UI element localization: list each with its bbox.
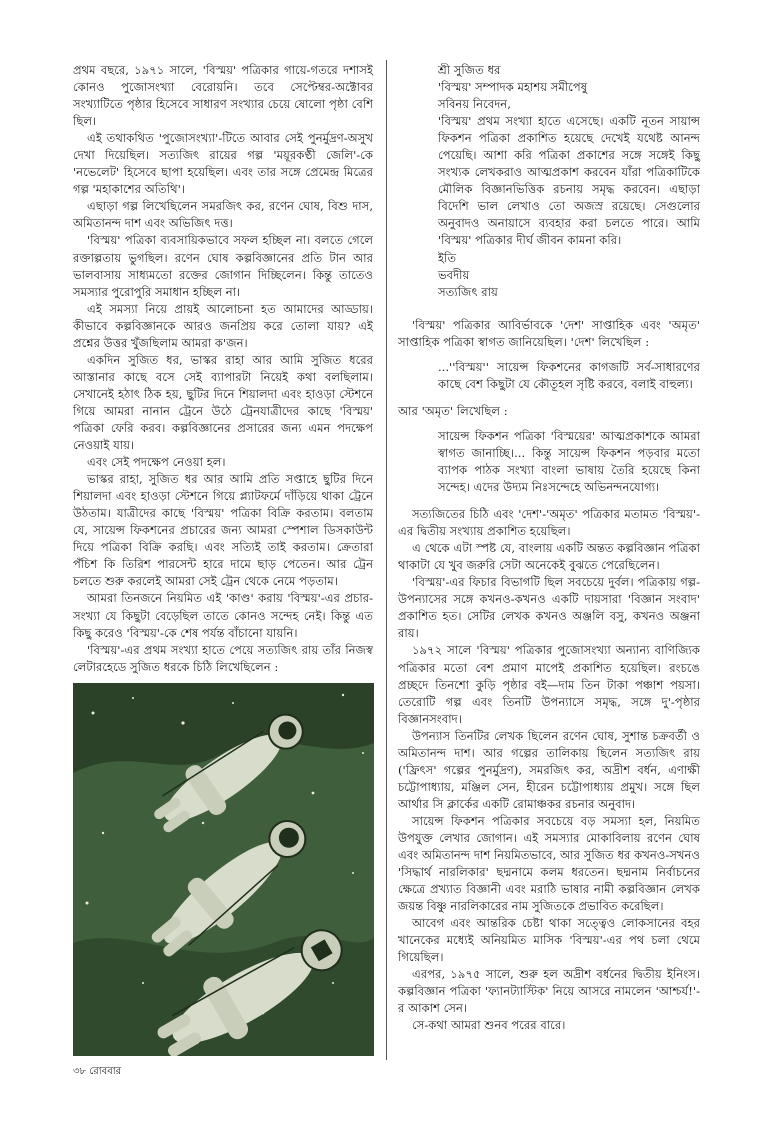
article-paragraph: উপন্যাস তিনটির লেখক ছিলেন রণেন ঘোষ, সুশান্ত চক্রবর্তী ও অমিতানন্দ দাশ। আর গল্পের তালিকায় ছিলেন সত্যজিৎ রায় ('ফ্রিৎস' গল্পের পুনর্মুদ্রণ), সমরজিৎ কর, অদ্রীশ বর্ধন, এণাক্ষী চট্টোপাধ্যায়, মঞ্জিল সেন, হীরেন চট্টোপাধ্যায় প্রমুখ। সঙ্গে ছিল আর্থার সি ক্লার্কের একটি রোমাঞ্চকর রচনার অনুবাদ। <box>398 728 700 811</box>
article-paragraph: এছাড়া গল্প লিখেছিলেন সমরজিৎ কর, রণেন ঘোষ, বিশু দাস, অমিতানন্দ দাশ এবং অভিজিৎ দত্ত। <box>73 199 373 231</box>
article-paragraph: এরপর, ১৯৭৫ সালে, শুরু হল অদ্রীশ বর্ধনের দ্বিতীয় ইনিংস। কল্পবিজ্ঞান পত্রিকা 'ফ্যানট্যাস্টিক' নিয়ে আসরে নামলেন 'আশ্চর্য!'-র আকাশ সেন। <box>398 967 700 1016</box>
letter-signoff: ইতি <box>438 250 457 265</box>
article-paragraph: আর 'অমৃত' লিখেছিল : <box>398 403 508 418</box>
letter-line: সবিনয় নিবেদন, <box>438 97 511 112</box>
article-paragraph: একদিন সুজিত ধর, ভাস্কর রাহা আর আমি সুজিত ধরের আস্তানার কাছে বসে সেই ব্যাপারটা নিয়েই কথা বলছিলাম। সেখানেই হঠাৎ ঠিক হয়, ছুটির দিনে শিয়ালদা এবং হাওড়া স্টেশনে গিয়ে আমরা নানান ট্রেনে উঠে ট্রেনযাত্রীদের কাছে 'বিস্ময়' পত্রিকা ফেরি করব। কল্পবিজ্ঞানের প্রসারের জন্য এমন পদক্ষেপ নেওয়াই যায়। <box>73 352 373 453</box>
article-paragraph: আবেগ এবং আন্তরিক চেষ্টা থাকা সত্ত্বেও লোকসানের বহর খানেকের মধ্যেই অনিয়মিত মাসিক 'বিস্ময়'-এর পথ চলা থেমে গিয়েছিল। <box>398 916 700 965</box>
right-column <box>398 62 700 1035</box>
article-paragraph: এবং সেই পদক্ষেপ নেওয়া হল। <box>87 455 226 470</box>
quote-text: ...''বিস্ময়'' সায়েন্স ফিকশনের কাগজটি সর্ব-সাধারণের কাছে বেশ কিছুটা যে কৌতূহল সৃষ্টি করবে, বলাই বাহুল্য। <box>438 359 700 391</box>
letter-line: শ্রী সুজিত ধর <box>438 63 501 77</box>
desh-quote <box>438 359 700 393</box>
article-paragraph: ১৯৭২ সালে 'বিস্ময়' পত্রিকার পুজোসংখ্যা অন্যান্য বাণিজ্যিক পত্রিকার মতো বেশ প্রমাণ মাপেই প্রকাশিত হয়েছিল। রংচঙে প্রচ্ছদে তিনশো কুড়ি পৃষ্ঠার বই—দাম তিন টাকা পঞ্চাশ পয়সা। তেরোটি গল্প এবং তিনটি উপন্যাসে সমৃদ্ধ, সঙ্গে দু'-পৃষ্ঠার বিজ্ঞানসংবাদ। <box>398 643 700 726</box>
article-paragraph: 'বিস্ময়'-এর প্রথম সংখ্যা হাতে পেয়ে সত্যজিৎ রায় তাঁর নিজস্ব লেটারহেডে সুজিত ধরকে চিঠি লিখেছিলেন : <box>73 642 373 674</box>
astronauts-artwork <box>73 683 374 1056</box>
article-paragraph: 'বিস্ময়' পত্রিকার আবির্ভাবকে 'দেশ' সাপ্তাহিক এবং 'অমৃত' সাপ্তাহিক পত্রিকা স্বাগত জানিয়েছিল। 'দেশ' লিখেছিল : <box>398 317 700 349</box>
amrita-quote <box>438 428 700 496</box>
article-paragraph: সায়েন্স ফিকশন পত্রিকার সবচেয়ে বড় সমস্যা হল, নিয়মিত উপযুক্ত লেখার জোগান। এই সমস্যার মোকাবিলায় রণেন ঘোষ এবং অমিতানন্দ দাশ নিয়মিতভাবে, আর সুজিত ধর কখনও-সখনও 'সিদ্ধার্থ নারলিকার' ছদ্মনামে কলম ধরতেন। ছদ্মনাম নির্বাচনের ক্ষেত্রে প্রখ্যাত বিজ্ঞানী এবং মরাঠি ভাষার নামী কল্পবিজ্ঞান লেখক জয়ন্ত বিষ্ণু নারলিকারের নাম সুজিতকে প্রভাবিত করেছিল। <box>398 813 700 914</box>
satyajit-letter <box>438 62 700 301</box>
article-paragraph: 'বিস্ময়' পত্রিকা ব্যবসায়িকভাবে সফল হচ্ছিল না। বলতে গেলে রক্তাল্পতায় ভুগছিল। রণেন ঘোষ কল্পবিজ্ঞানের প্রতি টান আর ভালবাসায় সাধ্যমতো রক্তের জোগান দিচ্ছিলেন। কিন্তু তাতেও সমস্যার পুরোপুরি সমাধান হচ্ছিল না। <box>73 233 373 299</box>
magazine-name: রোববার <box>89 1066 122 1077</box>
letter-signoff: ভবদীয় <box>438 267 470 282</box>
article-paragraph: ভাস্কর রাহা, সুজিত ধর আর আমি প্রতি সপ্তাহে ছুটির দিনে শিয়ালদা এবং হাওড়া স্টেশনে গিয়ে প্ল্যাটফর্মে দাঁড়িয়ে থাকা ট্রেনে উঠতাম। যাত্রীদের কাছে 'বিস্ময়' পত্রিকা বিক্রি করতাম। বলতাম যে, সায়েন্স ফিকশনের প্রচারের জন্য আমরা স্পেশাল ডিসকাউন্ট দিয়ে পত্রিকা বিক্রি করছি। এবং সত্যিই তাই করতাম। ক্রেতারা পঁচিশ কি তিরিশ পারসেন্ট হারে দামে ছাড় পেতেন। আর ট্রেন চলতে শুরু করলেই আমরা সেই ট্রেন থেকে নেমে পড়তাম। <box>73 472 373 589</box>
article-paragraph: সত্যজিতের চিঠি এবং 'দেশ'-'অমৃত' পত্রিকার মতামত 'বিস্ময়'-এর দ্বিতীয় সংখ্যায় প্রকাশিত হয়েছিল। <box>398 507 700 539</box>
article-paragraph: এ থেকে এটা স্পষ্ট যে, বাংলায় একটি অন্তত কল্পবিজ্ঞান পত্রিকা থাকাটা যে খুব জরুরি সেটা অনেকেই বুঝতে পেরেছিলেন। <box>398 541 700 573</box>
article-paragraph: 'বিস্ময়'-এর ফিচার বিভাগটি ছিল সবচেয়ে দুর্বল। পত্রিকায় গল্প-উপন্যাসের সঙ্গে কখনও-কখনও একটি দায়সারা 'বিজ্ঞান সংবাদ' প্রকাশিত হত। সেটির লেখক কখনও অঞ্জলি বসু, কখনও অঞ্জনা রায়। <box>398 575 700 641</box>
article-paragraph: আমরা তিনজনে নিয়মিত এই 'কাণ্ড' করায় 'বিস্ময়'-এর প্রচার-সংখ্যা যে কিছুটা বেড়েছিল তাতে কোনও সন্দেহ নেই। কিন্তু এত কিছু করেও 'বিস্ময়'-কে শেষ পর্যন্ত বাঁচানো যায়নি। <box>73 591 373 640</box>
quote-text: সায়েন্স ফিকশন পত্রিকা 'বিস্ময়ের' আত্মপ্রকাশকে আমরা স্বাগত জানাচ্ছি।... কিন্তু সায়েন্স ফিকশন পড়বার মতো ব্যাপক পাঠক সংখ্যা বাংলা ভাষায় তৈরি হয়েছে কিনা সন্দেহ। এদের উদ্যম নিঃসন্দেহে অভিনন্দনযোগ্য। <box>438 428 700 495</box>
article-paragraph: এই সমস্যা নিয়ে প্রায়ই আলোচনা হত আমাদের আড্ডায়। কীভাবে কল্পবিজ্ঞানকে আরও জনপ্রিয় করে তোলা যায়? এই প্রশ্নের উত্তর খুঁজছিলাম আমরা ক'জন। <box>73 301 373 350</box>
column-divider <box>386 60 387 1060</box>
article-paragraph: এই তথাকথিত 'পুজোসংখ্যা'-টিতে আবার সেই পুনর্মুদ্রণ-অসুখ দেখা দিয়েছিল। সত্যজিৎ রায়ের গল্প 'ময়ূরকণ্ঠী জেলি'-কে 'নভেলেট' হিসেবে ছাপা হয়েছিল। এবং তার সঙ্গে প্রেমেন্দ্র মিত্রের গল্প 'মহাকাশের অতিথি'। <box>73 131 373 197</box>
letter-line: 'বিস্ময়' সম্পাদক মহাশয় সমীপেষু <box>438 80 588 95</box>
letter-signature: সত্যজিৎ রায় <box>438 284 498 299</box>
letter-body: 'বিস্ময়' প্রথম সংখ্যা হাতে এসেছে। একটি নূতন সায়ান্স ফিকশন পত্রিকা প্রকাশিত হয়েছে দেখেই যথেষ্ট আনন্দ পেয়েছি। আশা করি পত্রিকা প্রকাশের সঙ্গে সঙ্গেই কিছু সংখ্যক লেখকরাও আত্মপ্রকাশ করবেন যাঁরা পত্রিকাটিকে মৌলিক বিজ্ঞানভিত্তিক রচনায় সমৃদ্ধ করবেন। এছাড়া বিদেশি ভাল লেখাও তো অজস্র রয়েছে। সেগুলোর অনুবাদও অনায়াসে ব্যবহার করা চলতে পারে। আমি 'বিস্ময়' পত্রিকার দীর্ঘ জীবন কামনা করি। <box>438 114 700 248</box>
page-footer <box>73 1064 121 1081</box>
article-paragraph: সে-কথা আমরা শুনব পরের বারে। <box>412 1018 566 1033</box>
page-number: ৩৮ <box>73 1066 86 1077</box>
article-paragraph: প্রথম বছরে, ১৯৭১ সালে, 'বিস্ময়' পত্রিকার গায়ে-গতরে দশাসই কোনও পুজোসংখ্যা বেরোয়নি। তবে সেপ্টেম্বর-অক্টোবর সংখ্যাটিতে পৃষ্ঠার হিসেবে সাধারণ সংখ্যার চেয়ে ষোলো পৃষ্ঠা বেশি ছিল। <box>73 63 373 129</box>
left-column <box>73 62 373 676</box>
astronauts-illustration <box>73 683 374 1056</box>
